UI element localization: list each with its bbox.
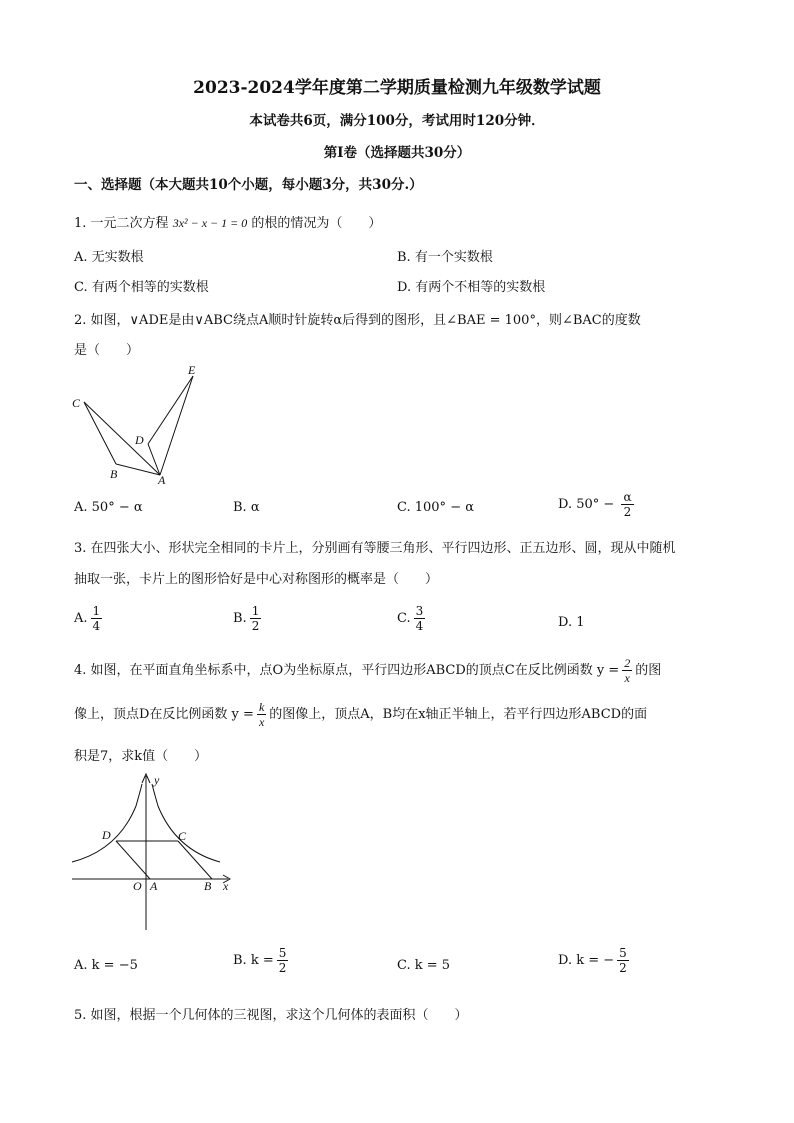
q4-option-a[interactable]: A. k = −5: [74, 958, 138, 973]
label-x: x: [223, 879, 229, 893]
q1-option-b[interactable]: B. 有一个实数根: [397, 250, 493, 265]
label-a: A: [150, 879, 158, 893]
q4-l1-den: x: [624, 671, 630, 685]
q4-line-2-b: 的图像上，顶点A，B均在x轴正半轴上，若平行四边形ABCD的面: [269, 707, 648, 722]
q1-suffix: 的根的情况为（ ）: [251, 216, 382, 231]
q3-b-num: 1: [251, 604, 260, 618]
q3-option-b[interactable]: [233, 604, 264, 633]
q3-option-d[interactable]: D. 1: [558, 615, 585, 630]
exam-info: 本试卷共6页，满分100分，考试用时120分钟．: [249, 113, 545, 129]
q3-option-c[interactable]: [397, 604, 428, 633]
q3-c-label: C.: [397, 611, 411, 626]
q3-a-num: 1: [92, 604, 101, 618]
q3-option-a[interactable]: [74, 604, 105, 633]
q4-line-1: [74, 656, 661, 685]
q1-equation: 3x² − x − 1 = 0: [172, 216, 248, 230]
page-title: 2023-2024学年度第二学期质量检测九年级数学试题: [193, 78, 601, 98]
q4-line-2: [74, 700, 647, 729]
label-d: D: [102, 828, 111, 842]
q1-option-d[interactable]: D. 有两个不相等的实数根: [397, 280, 546, 295]
q4-l2-num: k: [258, 700, 265, 714]
q5-line-1: 5. 如图，根据一个几何体的三视图，求这个几何体的表面积（ ）: [74, 1008, 468, 1023]
label-b: B: [204, 879, 212, 893]
q2-option-d[interactable]: [558, 490, 637, 519]
label-e: E: [188, 363, 196, 377]
q2-line-1: 2. 如图，∨ADE是由∨ABC绕点A顺时针旋转α后得到的图形，且∠BAE = 100°，则∠BAC的度数: [74, 313, 641, 328]
q1-option-c[interactable]: C. 有两个相等的实数根: [74, 280, 209, 295]
q2-option-d-prefix: D. 50° −: [558, 497, 615, 512]
q4-figure: [66, 770, 246, 935]
q4-line-1-b: 的图: [635, 663, 662, 678]
q2-option-b[interactable]: B. α: [233, 500, 260, 515]
part-title: 第I卷（选择题共30分）: [323, 145, 471, 161]
question-1: [74, 212, 381, 231]
q2-line-2: 是（ ）: [74, 343, 140, 358]
label-d: D: [135, 433, 144, 447]
q4-option-c[interactable]: C. k = 5: [397, 958, 451, 973]
q2-option-a[interactable]: A. 50° − α: [74, 500, 143, 515]
q2-figure: [66, 360, 206, 490]
label-a: A: [158, 473, 166, 487]
q3-b-den: 2: [251, 619, 260, 633]
label-b: B: [110, 467, 118, 481]
q3-c-num: 3: [415, 604, 424, 618]
q4-option-b[interactable]: [233, 946, 291, 975]
q1-option-a[interactable]: A. 无实数根: [74, 250, 144, 265]
q3-line-1: 3. 在四张大小、形状完全相同的卡片上，分别画有等腰三角形、平行四边形、正五边形、圆，现从中随机: [74, 541, 676, 556]
q3-c-den: 4: [415, 619, 424, 633]
q4-d-prefix: D. k = −: [558, 953, 615, 968]
label-c: C: [72, 396, 81, 410]
q2-d-numerator: α: [623, 490, 632, 504]
q2-option-c[interactable]: C. 100° − α: [397, 500, 474, 515]
q2-d-denominator: 2: [623, 505, 632, 519]
label-c: C: [178, 829, 187, 843]
q4-l1-num: 2: [624, 656, 631, 670]
q4-b-prefix: B. k =: [233, 953, 274, 968]
label-o: O: [133, 879, 142, 893]
q4-b-num: 5: [278, 946, 287, 960]
q4-b-den: 2: [278, 961, 287, 975]
label-y: y: [154, 773, 160, 787]
q4-l2-den: x: [258, 715, 265, 729]
q4-d-den: 2: [619, 961, 627, 975]
q3-a-label: A.: [74, 611, 88, 626]
q4-option-d[interactable]: [558, 946, 632, 975]
section-title: 一、选择题（本大题共10个小题，每小题3分，共30分.）: [74, 177, 423, 193]
q1-prefix: 1. 一元二次方程: [74, 216, 169, 231]
q3-a-den: 4: [92, 619, 101, 633]
q3-b-label: B.: [233, 611, 247, 626]
q4-line-3: 积是7，求k值（ ）: [74, 749, 208, 764]
q4-line-1-a: 4. 如图，在平面直角坐标系中，点O为坐标原点，平行四边形ABCD的顶点C在反比例函数 y =: [74, 663, 620, 678]
q4-line-2-a: 像上，顶点D在反比例函数 y =: [74, 707, 254, 722]
q4-d-num: 5: [619, 946, 627, 960]
q3-line-2: 抽取一张，卡片上的图形恰好是中心对称图形的概率是（ ）: [74, 572, 439, 587]
